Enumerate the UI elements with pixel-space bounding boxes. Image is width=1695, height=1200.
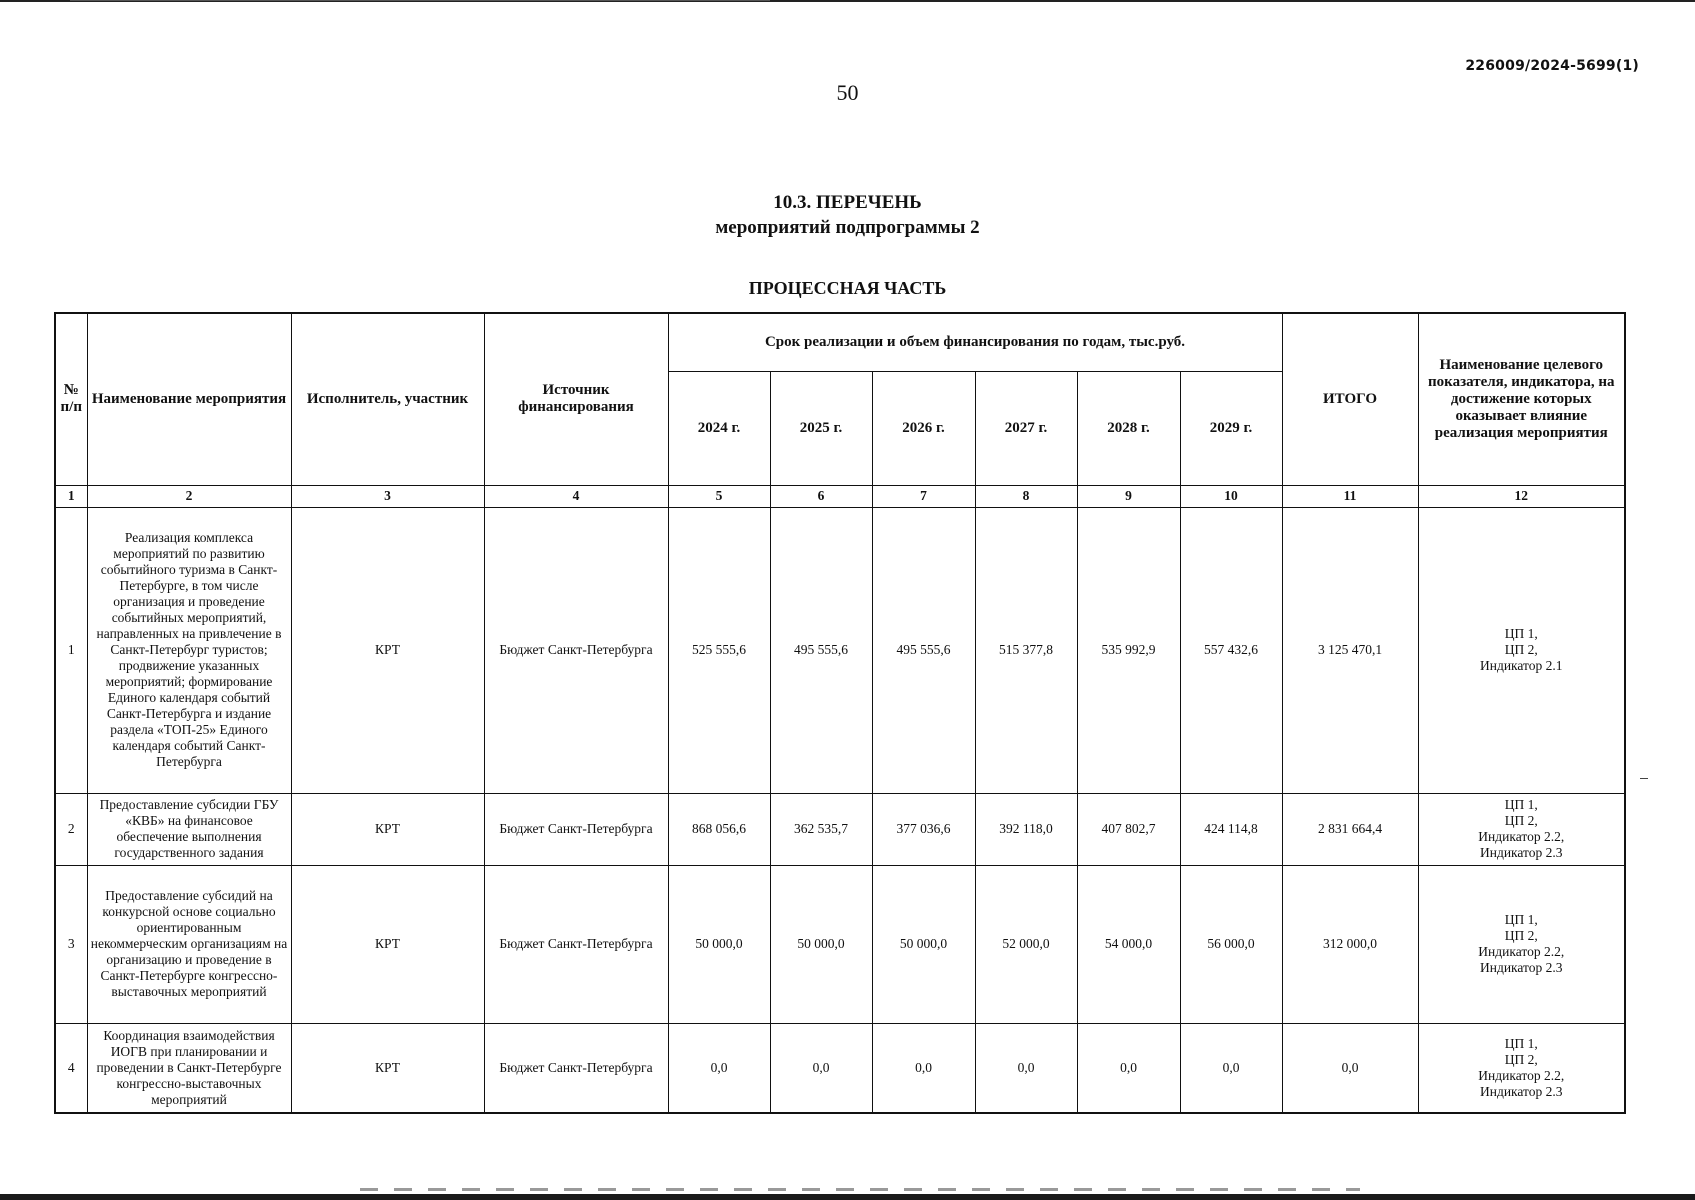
row-number: 3 <box>55 865 87 1023</box>
activity-name: Реализация комплекса мероприятий по развитию событийного туризма в Санкт-Петербурге, в том числе организация и проведение событийных мероприятий, направленных на привлечение в Санкт-Петербург туристов; продвижение указанных мероприятий; формирование Единого календаря событий Санкт-Петербурга и издание раздела «ТОП-25» Единого календаря событий Санкт-Петербурга <box>87 507 291 793</box>
indicator-line: Индикатор 2.3 <box>1479 845 1563 860</box>
value-2025: 0,0 <box>770 1023 872 1113</box>
funding-source: Бюджет Санкт-Петербурга <box>484 793 668 865</box>
table-row <box>55 793 1625 865</box>
indicators <box>1418 1023 1625 1113</box>
value-2025: 362 535,7 <box>770 793 872 865</box>
value-2027: 392 118,0 <box>975 793 1077 865</box>
value-2029: 0,0 <box>1180 1023 1282 1113</box>
header-num: № п/п <box>55 313 87 485</box>
indicator-line: Индикатор 2.1 <box>1479 658 1563 673</box>
header-year-2025: 2025 г. <box>770 371 872 485</box>
document-title <box>0 190 1695 240</box>
title-line-2: мероприятий подпрограммы 2 <box>715 217 980 238</box>
header-year-2027: 2027 г. <box>975 371 1077 485</box>
executor: КРТ <box>291 1023 484 1113</box>
column-number: 5 <box>668 485 770 507</box>
value-2024: 868 056,6 <box>668 793 770 865</box>
value-2028: 54 000,0 <box>1077 865 1180 1023</box>
document-id: 226009/2024-5699(1) <box>1465 58 1639 74</box>
indicators <box>1418 793 1625 865</box>
indicator-line: ЦП 2, <box>1504 642 1538 657</box>
row-total: 3 125 470,1 <box>1282 507 1418 793</box>
scan-edge-top-inner <box>70 0 770 1</box>
value-2027: 0,0 <box>975 1023 1077 1113</box>
column-number: 3 <box>291 485 484 507</box>
activities-table <box>54 312 1626 1114</box>
value-2026: 495 555,6 <box>872 507 975 793</box>
section-title: ПРОЦЕССНАЯ ЧАСТЬ <box>748 278 947 298</box>
column-number: 4 <box>484 485 668 507</box>
indicator-line: ЦП 1, <box>1504 797 1538 812</box>
value-2026: 0,0 <box>872 1023 975 1113</box>
scan-edge-bottom <box>0 1194 1695 1200</box>
indicator-line: ЦП 2, <box>1504 1051 1538 1067</box>
header-year-2028: 2028 г. <box>1077 371 1180 485</box>
title-line-1: 10.3. ПЕРЕЧЕНЬ <box>773 192 922 213</box>
header-name: Наименование мероприятия <box>87 313 291 485</box>
indicator-line: Индикатор 2.3 <box>1479 1083 1563 1099</box>
column-number: 2 <box>87 485 291 507</box>
activity-name: Предоставление субсидий на конкурсной основе социально ориентированным некоммерческим организациям на организацию и проведение в Санкт-Петербурге конгрессно-выставочных мероприятий <box>87 865 291 1023</box>
header-indicator: Наименование целевого показателя, индикатора, на достижение которых оказывает влияние реализация мероприятия <box>1418 313 1625 485</box>
indicator-line: ЦП 1, <box>1504 626 1538 641</box>
header-source: Источник финансирования <box>484 313 668 485</box>
executor: КРТ <box>291 793 484 865</box>
column-number: 6 <box>770 485 872 507</box>
executor: КРТ <box>291 865 484 1023</box>
row-total: 2 831 664,4 <box>1282 793 1418 865</box>
table-row <box>55 865 1625 1023</box>
value-2024: 50 000,0 <box>668 865 770 1023</box>
indicator-line: ЦП 2, <box>1504 813 1538 828</box>
header-executor: Исполнитель, участник <box>291 313 484 485</box>
column-number: 7 <box>872 485 975 507</box>
header-period: Срок реализации и объем финансирования по годам, тыс.руб. <box>668 313 1282 371</box>
row-number: 4 <box>55 1023 87 1113</box>
indicator-line: Индикатор 2.3 <box>1479 960 1563 975</box>
funding-source: Бюджет Санкт-Петербурга <box>484 507 668 793</box>
value-2028: 407 802,7 <box>1077 793 1180 865</box>
row-number: 1 <box>55 507 87 793</box>
column-numbers-row <box>55 485 1625 507</box>
value-2027: 515 377,8 <box>975 507 1077 793</box>
header-year-2029: 2029 г. <box>1180 371 1282 485</box>
value-2024: 0,0 <box>668 1023 770 1113</box>
scan-edge-bottom-dots <box>360 1188 1360 1191</box>
funding-source: Бюджет Санкт-Петербурга <box>484 865 668 1023</box>
executor: КРТ <box>291 507 484 793</box>
row-total: 0,0 <box>1282 1023 1418 1113</box>
value-2029: 557 432,6 <box>1180 507 1282 793</box>
funding-source: Бюджет Санкт-Петербурга <box>484 1023 668 1113</box>
column-number: 8 <box>975 485 1077 507</box>
column-number: 1 <box>55 485 87 507</box>
value-2026: 377 036,6 <box>872 793 975 865</box>
value-2027: 52 000,0 <box>975 865 1077 1023</box>
page-number: 50 <box>836 80 859 105</box>
indicator-line: Индикатор 2.2, <box>1478 829 1565 844</box>
activity-name: Предоставление субсидии ГБУ «КВБ» на финансовое обеспечение выполнения государственного задания <box>87 793 291 865</box>
column-number: 10 <box>1180 485 1282 507</box>
value-2029: 424 114,8 <box>1180 793 1282 865</box>
value-2024: 525 555,6 <box>668 507 770 793</box>
indicator-line: ЦП 1, <box>1504 1035 1538 1051</box>
indicator-line: ЦП 1, <box>1504 912 1538 927</box>
indicator-line: Индикатор 2.2, <box>1478 1067 1565 1083</box>
indicator-line: ЦП 2, <box>1504 928 1538 943</box>
row-number: 2 <box>55 793 87 865</box>
value-2028: 0,0 <box>1077 1023 1180 1113</box>
indicators <box>1418 865 1625 1023</box>
header-total: ИТОГО <box>1282 313 1418 485</box>
header-year-2026: 2026 г. <box>872 371 975 485</box>
column-number: 12 <box>1418 485 1625 507</box>
value-2026: 50 000,0 <box>872 865 975 1023</box>
activity-name: Координация взаимодействия ИОГВ при планировании и проведении в Санкт-Петербурге конгрессно-выставочных мероприятий <box>87 1023 291 1113</box>
margin-mark <box>1640 778 1648 779</box>
value-2025: 495 555,6 <box>770 507 872 793</box>
row-total: 312 000,0 <box>1282 865 1418 1023</box>
value-2025: 50 000,0 <box>770 865 872 1023</box>
value-2029: 56 000,0 <box>1180 865 1282 1023</box>
column-number: 9 <box>1077 485 1180 507</box>
table-row <box>55 507 1625 793</box>
indicator-line: Индикатор 2.2, <box>1478 944 1565 959</box>
header-year-2024: 2024 г. <box>668 371 770 485</box>
value-2028: 535 992,9 <box>1077 507 1180 793</box>
indicators <box>1418 507 1625 793</box>
table-row <box>55 1023 1625 1113</box>
column-number: 11 <box>1282 485 1418 507</box>
